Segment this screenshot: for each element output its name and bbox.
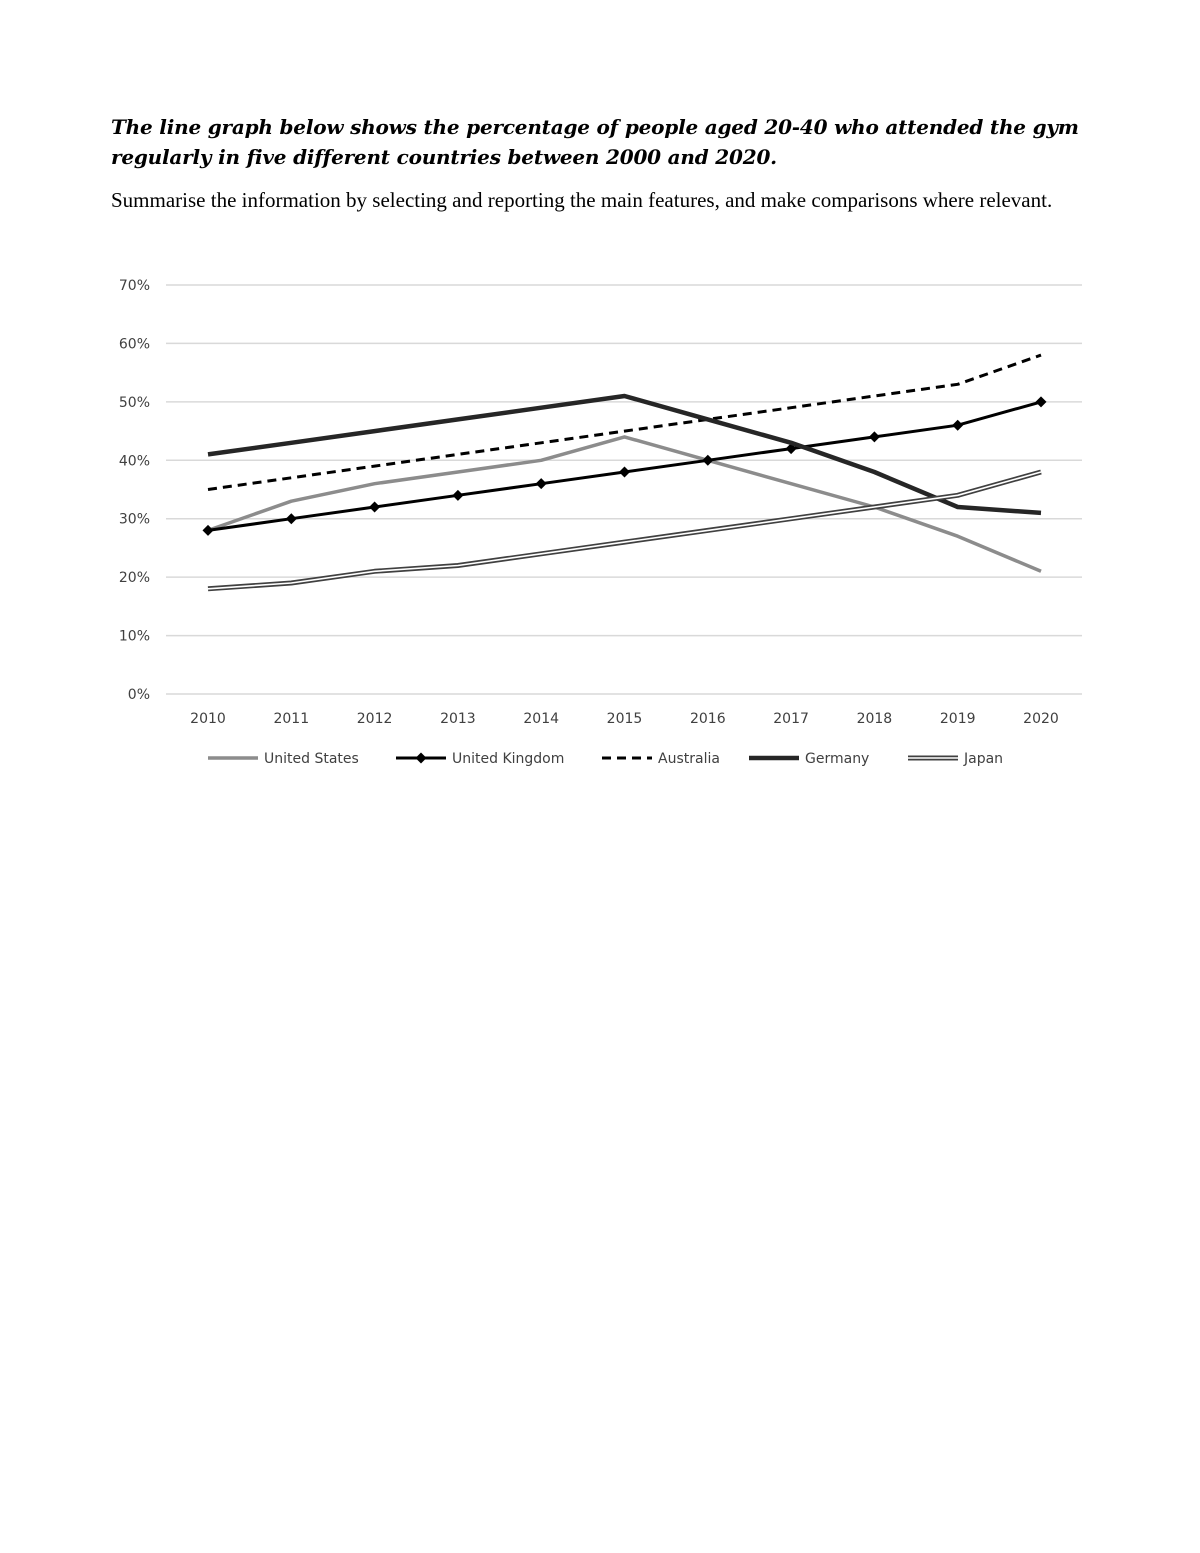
series-united-kingdom <box>203 396 1047 536</box>
data-point-united-kingdom-2018 <box>869 431 880 442</box>
y-tick-label: 50% <box>118 394 150 411</box>
x-tick-label: 2016 <box>689 711 726 727</box>
series-united-states <box>208 437 1041 571</box>
x-tick-label: 2011 <box>273 711 310 727</box>
series-line-united-states <box>208 437 1041 571</box>
data-point-united-kingdom-2011 <box>286 513 297 524</box>
x-axis-tick-labels <box>190 711 1059 727</box>
series-line-united-kingdom <box>208 402 1041 531</box>
data-point-united-kingdom-2019 <box>952 420 963 431</box>
data-point-united-kingdom-2016 <box>702 455 713 466</box>
legend-label-japan: Japan <box>964 751 1004 767</box>
legend-item-united-kingdom <box>396 751 564 767</box>
x-tick-label: 2020 <box>1023 711 1059 727</box>
y-tick-label: 70% <box>118 278 150 294</box>
y-tick-label: 10% <box>118 628 150 645</box>
legend-item-australia <box>602 751 720 767</box>
x-tick-label: 2012 <box>356 711 393 727</box>
y-tick-label: 20% <box>118 570 150 587</box>
legend-label-germany: Germany <box>805 751 870 767</box>
x-tick-label: 2013 <box>440 711 476 727</box>
x-tick-label: 2018 <box>856 711 893 727</box>
data-point-united-kingdom-2010 <box>203 525 214 536</box>
x-tick-label: 2017 <box>773 711 809 727</box>
data-point-united-kingdom-2015 <box>619 466 630 477</box>
legend-item-japan <box>908 751 1003 767</box>
chart-series <box>203 355 1047 589</box>
y-tick-label: 60% <box>118 336 150 353</box>
y-tick-label: 0% <box>127 687 150 703</box>
chart-legend <box>208 751 1003 767</box>
y-tick-label: 40% <box>118 453 150 470</box>
y-tick-label: 30% <box>118 511 150 528</box>
data-point-united-kingdom-2014 <box>536 478 547 489</box>
data-point-united-kingdom-2012 <box>369 502 380 513</box>
prompt-title: The line graph below shows the percentage of people aged 20-40 who attended the gym regularly in five different countries between 2000 and 2020. <box>111 115 1079 169</box>
x-tick-label: 2014 <box>523 711 560 727</box>
legend-marker-united-kingdom <box>416 753 427 764</box>
data-point-united-kingdom-2020 <box>1036 396 1047 407</box>
chart-gridlines <box>166 285 1082 694</box>
x-tick-label: 2019 <box>939 711 976 727</box>
legend-label-australia: Australia <box>658 751 720 767</box>
legend-item-germany <box>749 751 869 767</box>
x-tick-label: 2015 <box>606 711 643 727</box>
legend-label-united-kingdom: United Kingdom <box>452 751 565 767</box>
legend-label-united-states: United States <box>264 751 359 767</box>
series-germany <box>208 396 1041 513</box>
legend-item-united-states <box>208 751 359 767</box>
y-axis-tick-labels <box>119 278 150 703</box>
data-point-united-kingdom-2013 <box>452 490 463 501</box>
x-tick-label: 2010 <box>190 711 226 727</box>
series-line-germany <box>208 396 1041 513</box>
prompt-instructions: Summarise the information by selecting and reporting the main features, and make comparisons where relevant. <box>111 188 1053 212</box>
